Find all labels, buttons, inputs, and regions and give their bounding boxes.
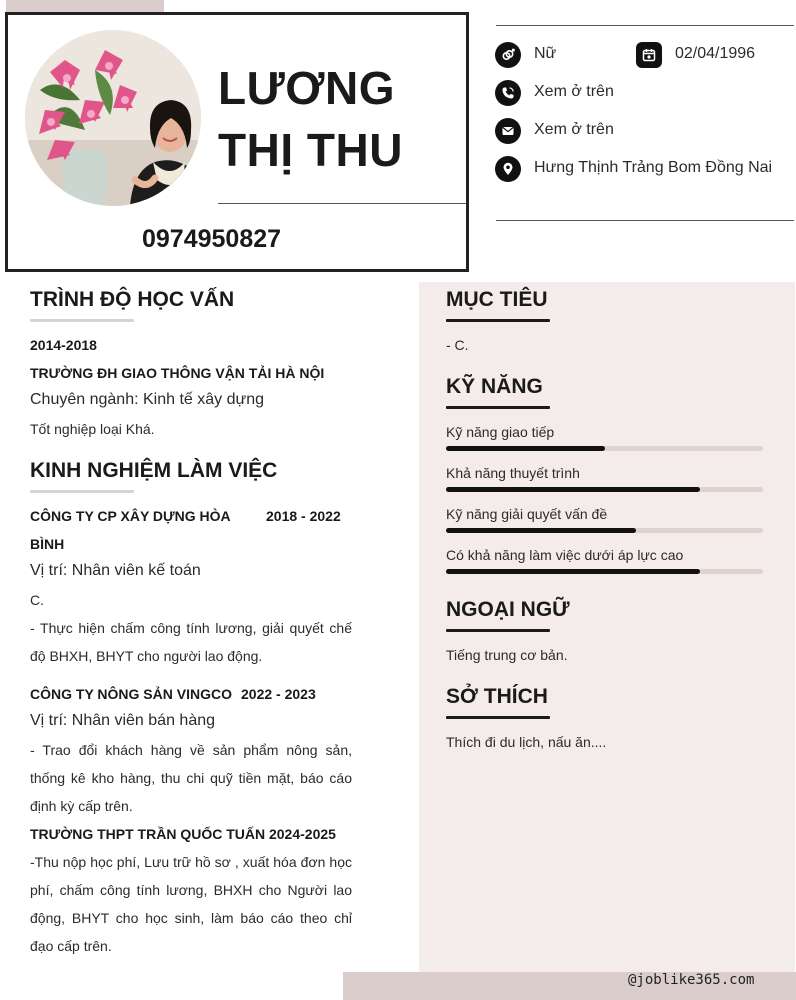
languages-underline xyxy=(446,629,550,632)
phone-value: Xem ở trên xyxy=(534,83,614,100)
job-2-period: 2022 - 2023 xyxy=(241,686,316,702)
job-1-period: 2018 - 2022 xyxy=(266,508,341,524)
skill-2-fill xyxy=(446,487,700,492)
languages-text: Tiếng trung cơ bản. xyxy=(446,647,568,663)
skill-1-fill xyxy=(446,446,605,451)
skill-1-bar xyxy=(446,446,763,451)
education-major: Chuyên ngành: Kinh tế xây dựng xyxy=(30,391,264,408)
avatar xyxy=(25,30,201,206)
skills-underline xyxy=(446,406,550,409)
envelope-icon xyxy=(495,118,521,144)
skill-4-label: Có khả năng làm việc dưới áp lực cao xyxy=(446,547,684,563)
job-1-company: CÔNG TY CP XÂY DỰNG HÒA BÌNH xyxy=(30,508,231,552)
education-school: TRƯỜNG ĐH GIAO THÔNG VẬN TẢI HÀ NỘI xyxy=(30,365,325,381)
email-value: Xem ở trên xyxy=(534,121,614,138)
contact-top-divider xyxy=(496,25,794,26)
watermark: @joblike365.com xyxy=(628,972,755,988)
avatar-photo-illustration xyxy=(25,30,201,206)
name-line-2: THỊ THU xyxy=(218,124,403,176)
job-1-position: Vị trí: Nhân viên kế toán xyxy=(30,562,201,579)
education-underline xyxy=(30,319,134,322)
candidate-name xyxy=(218,57,403,181)
job-2-position: Vị trí: Nhân viên bán hàng xyxy=(30,712,216,729)
contact-bottom-divider xyxy=(496,220,794,221)
header-phone: 0974950827 xyxy=(142,225,282,253)
skill-1-label: Kỹ năng giao tiếp xyxy=(446,424,555,440)
contact-birthday xyxy=(636,42,755,68)
education-grade: Tốt nghiệp loại Khá. xyxy=(30,421,155,437)
birthday-value: 02/04/1996 xyxy=(675,45,756,62)
name-divider xyxy=(218,203,466,204)
address-value: Hưng Thịnh Trảng Bom Đồng Nai xyxy=(534,159,773,176)
languages-title: NGOẠI NGỮ xyxy=(446,598,570,621)
skill-2-bar xyxy=(446,487,763,492)
location-pin-icon xyxy=(495,156,521,182)
calendar-icon xyxy=(636,42,662,68)
skill-3-bar xyxy=(446,528,763,533)
education-years: 2014-2018 xyxy=(30,337,97,353)
gender-icon xyxy=(495,42,521,68)
contact-address xyxy=(495,156,775,182)
skill-4-bar xyxy=(446,569,763,574)
skills-title: KỸ NĂNG xyxy=(446,375,543,398)
hobbies-text: Thích đi du lịch, nấu ăn.... xyxy=(446,734,607,750)
objective-text: - C. xyxy=(446,337,469,353)
job-3-company: TRƯỜNG THPT TRẦN QUỐC TUẤN 2024-2025 xyxy=(30,826,336,842)
skill-2-label: Khả năng thuyết trình xyxy=(446,465,580,481)
phone-icon xyxy=(495,80,521,106)
experience-underline xyxy=(30,490,134,493)
job-1-extra: C. xyxy=(30,592,44,608)
hobbies-underline xyxy=(446,716,550,719)
contact-phone xyxy=(495,80,614,106)
job-2-company: CÔNG TY NÔNG SẢN VINGCO xyxy=(30,686,232,702)
contact-gender xyxy=(495,42,556,68)
hobbies-title: SỞ THÍCH xyxy=(446,685,548,708)
skill-3-fill xyxy=(446,528,636,533)
contact-email xyxy=(495,118,614,144)
gender-value: Nữ xyxy=(534,45,557,62)
experience-title: KINH NGHIỆM LÀM VIỆC xyxy=(30,459,278,482)
job-2-description: - Trao đổi khách hàng về sản phẩm nông sản, thống kê kho hàng, thu chi quỹ tiền mặt, báo cáo định kỳ cấp trên. xyxy=(30,742,352,814)
name-line-1: LƯƠNG xyxy=(218,62,395,114)
skill-3-label: Kỹ năng giải quyết vấn đề xyxy=(446,506,608,522)
skill-4-fill xyxy=(446,569,700,574)
job-3-description: -Thu nộp học phí, Lưu trữ hồ sơ , xuất hóa đơn học phí, chấm công tính lương, BHXH cho Người lao động, BHYT cho học sinh, làm báo cáo theo chỉ đạo cấp trên. xyxy=(30,854,352,954)
objective-title: MỤC TIÊU xyxy=(446,288,548,311)
objective-underline xyxy=(446,319,550,322)
job-1-description: - Thực hiện chấm công tính lương, giải quyết chế độ BHXH, BHYT cho người lao động. xyxy=(30,620,352,664)
education-title: TRÌNH ĐỘ HỌC VẤN xyxy=(30,288,235,311)
